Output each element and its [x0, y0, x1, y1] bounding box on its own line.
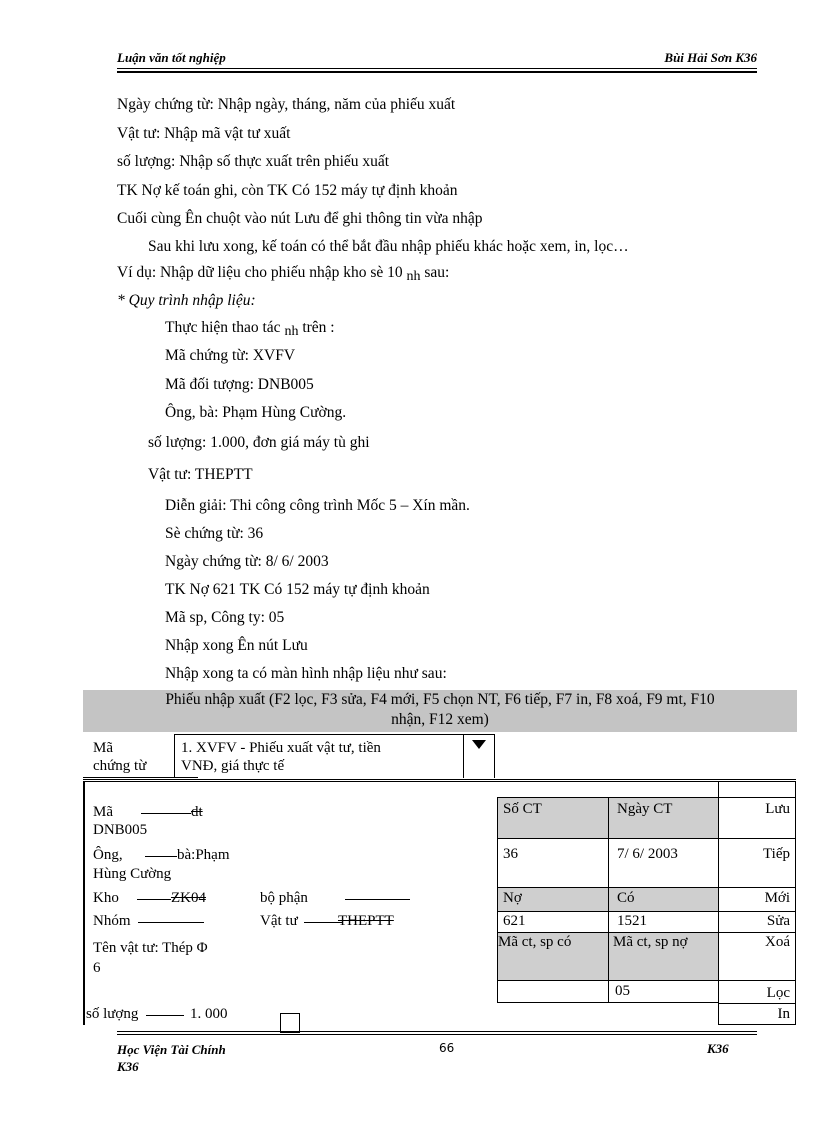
so-luong-label: số lượng: [86, 1006, 139, 1022]
footer-left: [117, 1041, 226, 1075]
ma-value-1: 1. XVFV - Phiếu xuất vật tư, tiền: [181, 740, 381, 756]
step-line: Sè chứng từ: 36: [165, 525, 264, 542]
step-line: Mã sp, Công ty: 05: [165, 609, 285, 626]
body-line: Ngày chứng từ: Nhập ngày, tháng, năm của phiếu xuất: [117, 96, 456, 113]
step-line: Nhập xong Ên nút Lưu: [165, 637, 308, 654]
ma-label-2: chứng từ: [93, 758, 147, 774]
footer-school: Học Viện Tài Chính: [117, 1042, 226, 1057]
step-line: Ông, bà: Phạm Hùng Cường.: [165, 404, 347, 421]
chevron-down-icon: [472, 740, 486, 750]
checkbox[interactable]: [280, 1013, 300, 1033]
nhom-label: Nhóm: [93, 913, 131, 929]
ma-label-1: Mã: [93, 740, 113, 756]
footer-right: K36: [707, 1041, 729, 1056]
body-line: Sau khi lưu xong, kế toán có thể bắt đầu nhập phiếu khác hoặc xem, in, lọc…: [148, 238, 629, 255]
step-line: Mã chứng từ: XVFV: [165, 347, 296, 364]
ngay-ct-value: 7/ 6/ 2003: [617, 846, 678, 862]
ma-ct-co-field[interactable]: [497, 980, 609, 1003]
no-value: 621: [503, 913, 526, 929]
co-value: 1521: [617, 913, 647, 929]
ten-vat-tu-value: 6: [93, 960, 101, 976]
form-title-line1: Phiếu nhập xuất (F2 lọc, F3 sửa, F4 mới, F5 chọn NT, F6 tiếp, F7 in, F8 xoá, F9 mt, F10: [165, 691, 715, 708]
loc-button[interactable]: Lọc: [766, 985, 790, 1001]
ma-chung-tu-label: [93, 739, 146, 775]
header-left: Luận văn tốt nghiệp: [117, 50, 226, 65]
tiep-button[interactable]: Tiếp: [763, 846, 790, 862]
footer-class: K36: [117, 1059, 139, 1074]
page-header: [117, 50, 757, 68]
header-rule-thick: [117, 71, 757, 73]
so-luong-value[interactable]: 1. 000: [190, 1006, 228, 1022]
so-ct-label: Số CT: [503, 801, 542, 817]
ma-ct-co-label: Mã ct, sp có: [498, 934, 572, 950]
step-line: Mã đối tượng: DNB005: [165, 376, 314, 393]
body-line: TK Nợ kế toán ghi, còn TK Có 152 máy tự định khoản: [117, 182, 458, 199]
co-label: Có: [617, 890, 635, 906]
no-label: Nợ: [503, 890, 522, 906]
header-right: Bùi Hải Sơn K36: [664, 50, 757, 65]
dropdown-button[interactable]: [463, 734, 495, 778]
moi-button[interactable]: Mới: [764, 890, 790, 906]
step-line: Nhập xong ta có màn hình nhập liệu như sau:: [165, 665, 447, 682]
body-line: Cuối cùng Ên chuột vào nút Lưu để ghi thông tin vừa nhập: [117, 210, 483, 227]
kho-value[interactable]: ZK04: [171, 890, 206, 906]
step-line: TK Nợ 621 TK Có 152 máy tự định khoản: [165, 581, 430, 598]
step-line: Diễn giải: Thi công công trình Mốc 5 – Xín mần.: [165, 497, 470, 514]
example-after: sau:: [424, 264, 450, 281]
step-line: [165, 319, 335, 337]
ma-ct-no-value: 05: [615, 983, 630, 999]
ngay-ct-label: Ngày CT: [617, 801, 673, 817]
example-line: [117, 264, 449, 282]
process-heading: * Quy trình nhập liệu:: [117, 292, 256, 309]
vat-tu-label: Vật tư: [260, 913, 298, 929]
sua-button[interactable]: Sửa: [766, 913, 790, 929]
ma-chung-tu-select[interactable]: [174, 734, 464, 778]
ten-vat-tu-label: Tên vật tư: Thép Φ: [93, 940, 208, 956]
form-title-bar: [83, 690, 797, 732]
bo-phan-field[interactable]: [345, 899, 410, 900]
vat-tu-value[interactable]: THEPTT: [338, 913, 394, 929]
ong-ba-label: Ông,: [93, 847, 123, 863]
in-button[interactable]: In: [777, 1006, 790, 1022]
ma-dt-label: Mã: [93, 804, 113, 820]
body-line: Vật tư: Nhập mã vật tư xuất: [117, 125, 291, 142]
step-sub: nh: [284, 324, 299, 339]
kho-label: Kho: [93, 890, 119, 906]
ong-ba-name[interactable]: Hùng Cường: [93, 866, 172, 882]
page-number: 66: [439, 1041, 455, 1055]
luu-button[interactable]: Lưu: [765, 801, 790, 817]
so-ct-value: 36: [503, 846, 518, 862]
step-after: trên :: [302, 319, 335, 336]
ma-dt-value[interactable]: DNB005: [93, 822, 148, 838]
ma-ct-no-label: Mã ct, sp nợ: [613, 934, 688, 950]
example-sub: nh: [406, 269, 421, 284]
step-line: số lượng: 1.000, đơn giá máy tù ghi: [148, 434, 370, 451]
body-line: số lượng: Nhập số thực xuất trên phiếu xuất: [117, 153, 390, 170]
step-line: Vật tư: THEPTT: [148, 466, 253, 483]
header-rule: [117, 68, 757, 69]
footer-rule: [117, 1031, 757, 1032]
step-line: Ngày chứng từ: 8/ 6/ 2003: [165, 553, 329, 570]
bo-phan-label: bộ phận: [260, 890, 308, 906]
xoa-button[interactable]: Xoá: [765, 934, 790, 950]
form-title-line2: nhận, F12 xem): [391, 711, 489, 728]
nhom-field[interactable]: [138, 922, 204, 923]
footer-rule-2: [117, 1034, 757, 1035]
ma-dt-suffix: dt: [191, 804, 203, 820]
ong-ba-value[interactable]: bà:Phạm: [177, 847, 230, 863]
step-text: Thực hiện thao tác: [165, 319, 281, 336]
example-text: Ví dụ: Nhập dữ liệu cho phiếu nhập kho sè 10: [117, 264, 403, 281]
ma-value-2: VNĐ, giá thực tế: [181, 758, 285, 774]
